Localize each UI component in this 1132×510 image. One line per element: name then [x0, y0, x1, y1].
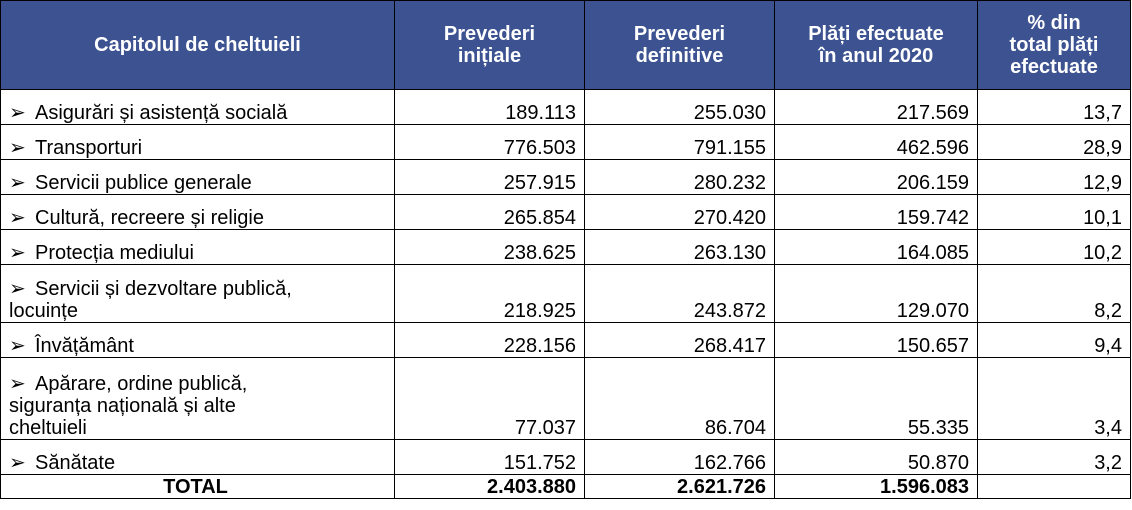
payments-cell: 129.070 [775, 265, 978, 323]
category-label: Învățământ [35, 335, 134, 357]
category-label: Apărare, ordine publică, [35, 373, 248, 395]
initial-cell: 218.925 [395, 265, 585, 323]
category-cell [1, 323, 395, 358]
initial-cell: 265.854 [395, 195, 585, 230]
category-label: Asigurări și asistență socială [35, 102, 288, 124]
table-row [1, 125, 1131, 160]
table-row [1, 358, 1131, 440]
payments-cell: 55.335 [775, 358, 978, 440]
percent-cell: 10,2 [978, 230, 1131, 265]
category-label: cheltuieli [9, 417, 87, 439]
arrow-bullet-icon: ➢ [9, 102, 26, 124]
percent-cell: 13,7 [978, 90, 1131, 125]
payments-cell: 462.596 [775, 125, 978, 160]
initial-cell: 189.113 [395, 90, 585, 125]
final-cell: 268.417 [585, 323, 775, 358]
initial-cell: 257.915 [395, 160, 585, 195]
payments-cell: 159.742 [775, 195, 978, 230]
category-cell [1, 125, 395, 160]
category-label: Servicii publice generale [35, 172, 252, 194]
total-label: TOTAL [1, 475, 395, 499]
percent-cell: 3,4 [978, 358, 1131, 440]
arrow-bullet-icon: ➢ [9, 172, 26, 194]
table-row [1, 160, 1131, 195]
category-label: Servicii și dezvoltare publică, [35, 278, 292, 300]
category-cell [1, 195, 395, 230]
arrow-bullet-icon: ➢ [9, 335, 26, 357]
payments-cell: 164.085 [775, 230, 978, 265]
initial-cell: 776.503 [395, 125, 585, 160]
final-cell: 86.704 [585, 358, 775, 440]
category-cell [1, 160, 395, 195]
payments-cell: 206.159 [775, 160, 978, 195]
header-payments: Plăți efectuate în anul 2020 [775, 1, 978, 90]
final-cell: 280.232 [585, 160, 775, 195]
total-percent [978, 475, 1131, 499]
arrow-bullet-icon: ➢ [9, 278, 26, 300]
final-cell: 255.030 [585, 90, 775, 125]
category-label: Transporturi [35, 137, 143, 159]
category-label: Cultură, recreere și religie [35, 207, 264, 229]
table-row [1, 230, 1131, 265]
initial-cell: 77.037 [395, 358, 585, 440]
final-cell: 791.155 [585, 125, 775, 160]
category-cell [1, 90, 395, 125]
initial-cell: 151.752 [395, 440, 585, 475]
category-label: locuințe [9, 300, 78, 322]
final-cell: 243.872 [585, 265, 775, 323]
table-row [1, 195, 1131, 230]
arrow-bullet-icon: ➢ [9, 137, 26, 159]
category-cell [1, 230, 395, 265]
percent-cell: 9,4 [978, 323, 1131, 358]
percent-cell: 12,9 [978, 160, 1131, 195]
total-payments: 1.596.083 [775, 475, 978, 499]
final-cell: 162.766 [585, 440, 775, 475]
arrow-bullet-icon: ➢ [9, 242, 26, 264]
percent-cell: 10,1 [978, 195, 1131, 230]
arrow-bullet-icon: ➢ [9, 452, 26, 474]
header-final: Prevederi definitive [585, 1, 775, 90]
payments-cell: 150.657 [775, 323, 978, 358]
category-label: siguranța națională și alte [9, 395, 236, 417]
payments-cell: 50.870 [775, 440, 978, 475]
total-initial: 2.403.880 [395, 475, 585, 499]
percent-cell: 28,9 [978, 125, 1131, 160]
header-category: Capitolul de cheltuieli [1, 1, 395, 90]
category-label: Protecția mediului [35, 242, 194, 264]
payments-cell: 217.569 [775, 90, 978, 125]
table-row [1, 265, 1131, 323]
final-cell: 263.130 [585, 230, 775, 265]
table-row [1, 90, 1131, 125]
percent-cell: 3,2 [978, 440, 1131, 475]
final-cell: 270.420 [585, 195, 775, 230]
total-row [1, 475, 1131, 499]
percent-cell: 8,2 [978, 265, 1131, 323]
table-row [1, 440, 1131, 475]
table-body [1, 90, 1131, 499]
header-percent: % din total plăți efectuate [978, 1, 1131, 90]
arrow-bullet-icon: ➢ [9, 373, 26, 395]
header-initial: Prevederi inițiale [395, 1, 585, 90]
initial-cell: 238.625 [395, 230, 585, 265]
table-row [1, 323, 1131, 358]
category-label: Sănătate [35, 452, 116, 474]
category-cell [1, 265, 395, 323]
header-row [1, 1, 1131, 90]
arrow-bullet-icon: ➢ [9, 207, 26, 229]
category-cell [1, 440, 395, 475]
total-final: 2.621.726 [585, 475, 775, 499]
initial-cell: 228.156 [395, 323, 585, 358]
category-cell [1, 358, 395, 440]
